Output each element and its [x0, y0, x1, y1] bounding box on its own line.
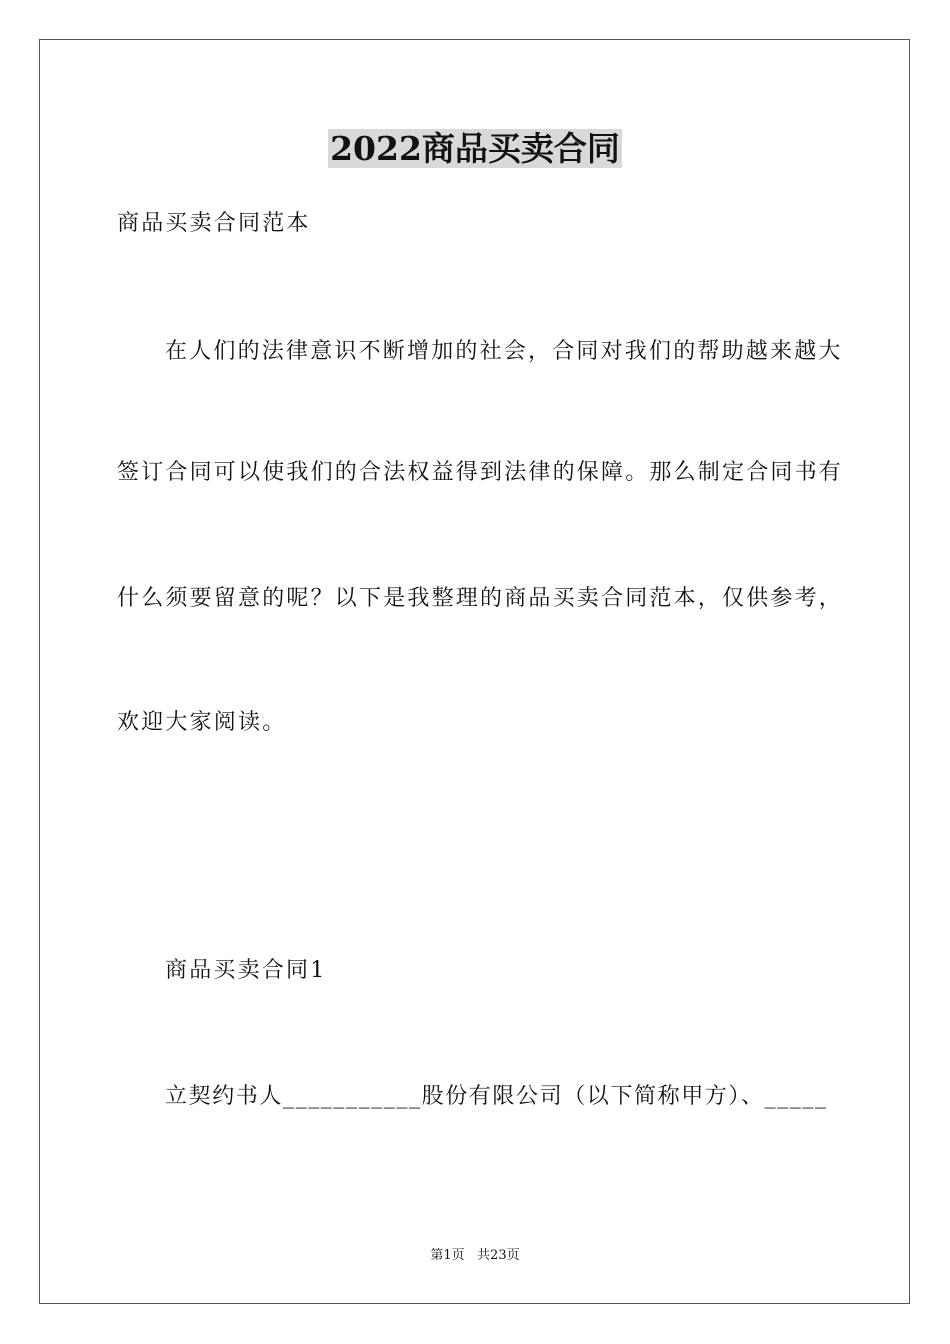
document-subtitle: 商品买卖合同范本 [117, 211, 311, 236]
document-title-text: 2022商品买卖合同 [330, 129, 620, 168]
intro-line-4: 欢迎大家阅读。 [117, 710, 287, 735]
intro-line-2: 签订合同可以使我们的合法权益得到法律的保障。那么制定合同书有 [117, 460, 844, 485]
contract-party-line: 立契约书人___________股份有限公司（以下简称甲方）、_____ [165, 1084, 828, 1109]
intro-line-1: 在人们的法律意识不断增加的社会，合同对我们的帮助越来越大 [165, 339, 843, 364]
page-number-footer: 第1页 共23页 [430, 1248, 520, 1263]
section-heading: 商品买卖合同1 [165, 958, 327, 983]
intro-line-3: 什么须要留意的呢？以下是我整理的商品买卖合同范本，仅供参考， [117, 586, 844, 611]
document-title [0, 128, 950, 170]
